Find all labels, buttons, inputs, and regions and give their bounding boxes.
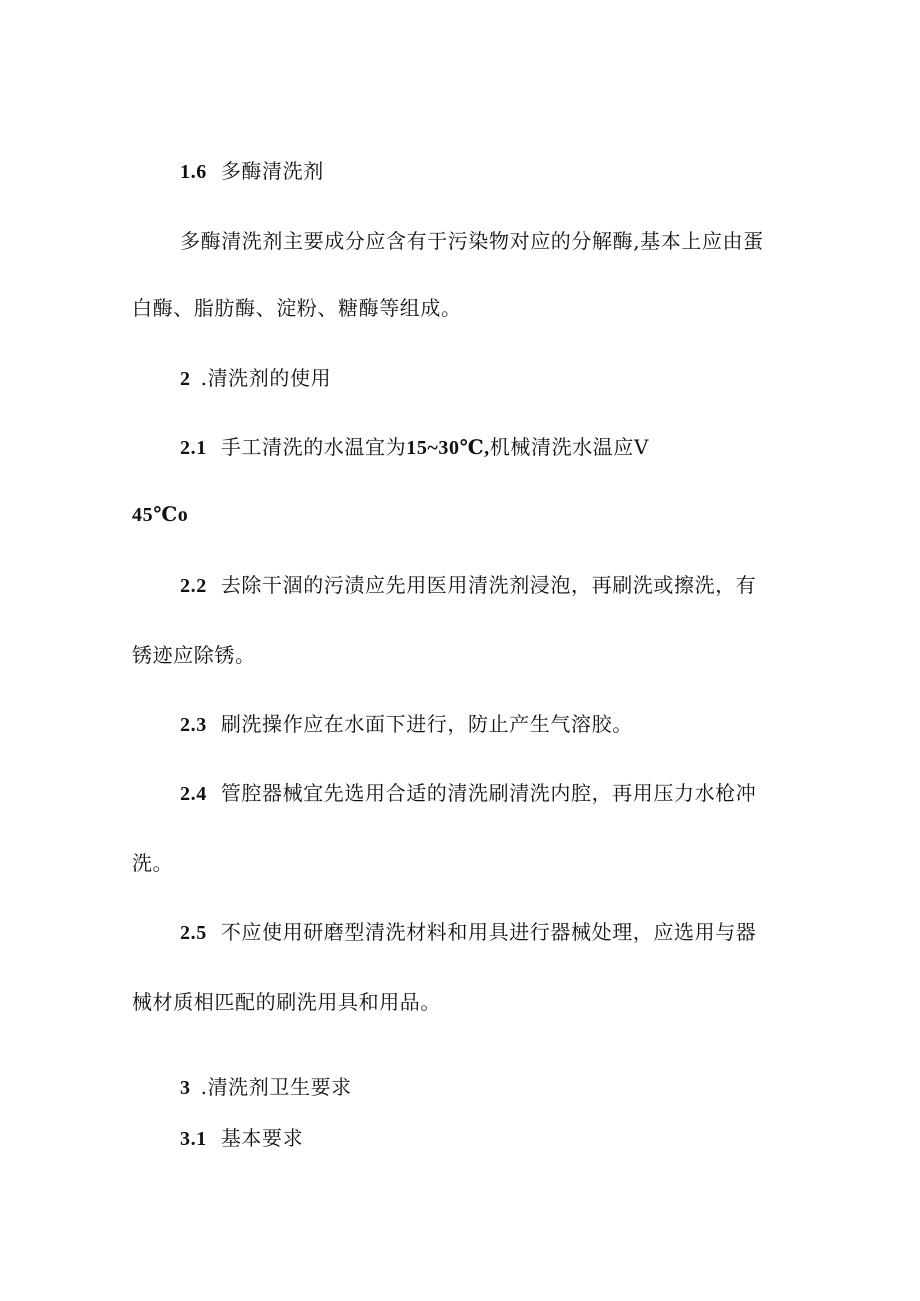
item-2-1 — [180, 435, 649, 460]
heading-3 — [180, 1075, 352, 1100]
paragraph-line: 白酶、脂肪酶、淀粉、糖酶等组成。 — [132, 296, 462, 320]
item-2-5 — [180, 920, 756, 945]
paragraph-line: 械材质相匹配的刷洗用具和用品。 — [132, 990, 441, 1014]
paragraph-line: 锈迹应除锈。 — [132, 643, 256, 667]
section-number: 2.4 — [180, 783, 207, 805]
paragraph-line: 洗。 — [132, 851, 174, 875]
section-number: 2 — [180, 368, 191, 390]
item-text: 刷洗操作应在水面下进行，防止产生气溶胶。 — [220, 712, 633, 736]
section-number: 3.1 — [180, 1128, 207, 1150]
heading-1-6 — [180, 159, 324, 184]
section-title: 基本要求 — [220, 1126, 304, 1150]
item-2-4 — [180, 781, 756, 806]
section-number: 2.3 — [180, 714, 207, 736]
paragraph-line: 多酶清洗剂主要成分应含有于污染物对应的分解酶,基本上应由蛋 — [180, 229, 764, 253]
section-number: 2.1 — [180, 437, 207, 459]
item-text: 管腔器械宜先选用合适的清洗刷清洗内腔，再用压力水枪冲 — [220, 781, 757, 805]
section-number: 1.6 — [180, 161, 207, 183]
section-title: .清洗剂卫生要求 — [200, 1075, 352, 1099]
section-title: 多酶清洗剂 — [220, 159, 324, 183]
item-text: 机械清洗水温应V — [489, 435, 650, 459]
item-2-3 — [180, 712, 633, 737]
heading-2 — [180, 366, 331, 391]
item-2-2 — [180, 573, 756, 598]
temperature-range: 15~30℃, — [406, 437, 490, 459]
section-number: 2.5 — [180, 922, 207, 944]
section-number: 3 — [180, 1077, 191, 1099]
section-title: .清洗剂的使用 — [200, 366, 332, 390]
heading-3-1 — [180, 1126, 303, 1151]
paragraph-line: 45℃o — [132, 504, 189, 526]
item-text: 不应使用研磨型清洗材料和用具进行器械处理，应选用与器 — [220, 920, 757, 944]
item-text: 去除干涸的污渍应先用医用清洗剂浸泡，再刷洗或擦洗，有 — [220, 573, 757, 597]
item-text: 手工清洗的水温宜为 — [220, 435, 407, 459]
section-number: 2.2 — [180, 575, 207, 597]
